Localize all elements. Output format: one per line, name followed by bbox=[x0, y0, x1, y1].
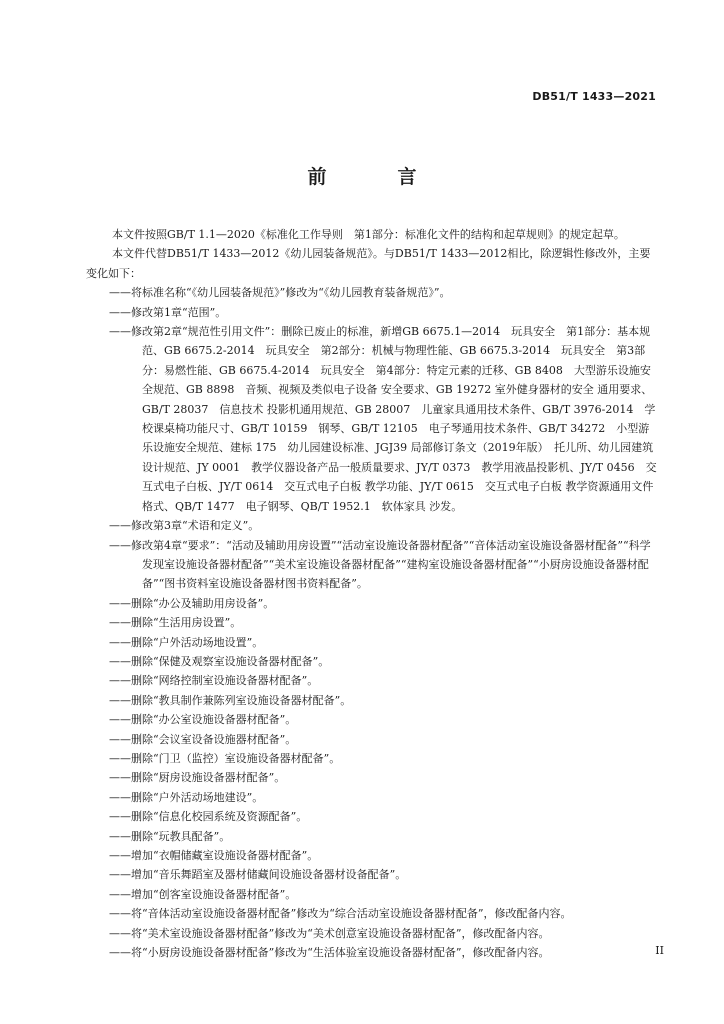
change-item: ——删除“户外活动场地建设”。 bbox=[109, 790, 264, 804]
change-item: ——删除“户外活动场地设置”。 bbox=[109, 635, 264, 649]
page-number: II bbox=[655, 944, 664, 957]
change-item: ——删除“生活用房设置”。 bbox=[109, 616, 242, 630]
change-item: ——增加“创客室设施设备器材配备”。 bbox=[109, 887, 297, 901]
change-item: ——将“小厨房设施设备器材配备”修改为“生活体验室设施设备器材配备”，修改配备内容。 bbox=[109, 946, 550, 960]
standard-code: DB51/T 1433—2021 bbox=[532, 90, 656, 103]
paragraph: 本文件按照GB/T 1.1—2020《标准化工作导则 第1部分：标准化文件的结构和起草规则》的规定起草。 bbox=[112, 228, 625, 241]
change-item: ——删除“会议室设备设施器材配备”。 bbox=[109, 732, 297, 746]
change-item: ——删除“网络控制室设施设备器材配备”。 bbox=[109, 674, 319, 688]
change-item: ——删除“门卫（监控）室设施设备器材配备”。 bbox=[109, 751, 341, 765]
change-item: ——删除“保健及观察室设施设备器材配备”。 bbox=[109, 654, 330, 668]
change-item: ——增加“衣帽储藏室设施设备器材配备”。 bbox=[109, 849, 319, 862]
change-item: ——将标准名称“《幼儿园装备规范》”修改为“《幼儿园教育装备规范》”。 bbox=[109, 286, 451, 300]
change-item: ——删除“办公室设施设备器材配备”。 bbox=[109, 713, 297, 727]
page-title: 前 言 bbox=[307, 166, 443, 188]
change-item: ——删除“信息化校园系统及资源配备”。 bbox=[109, 810, 308, 824]
change-item: ——修改第1章“范围”。 bbox=[109, 305, 227, 319]
change-item: ——将“音体活动室设施设备器材配备”修改为“综合活动室设施设备器材配备”，修改配备内容。 bbox=[109, 907, 572, 921]
change-item: ——删除“教具制作兼陈列室设施设备器材配备”。 bbox=[109, 693, 352, 707]
change-item: ——将“美术室设施设备器材配备”修改为“美术创意室设施设备器材配备”，修改配备内容。 bbox=[109, 926, 550, 940]
paragraph: 本文件代替DB51/T 1433—2012《幼儿园装备规范》。与DB51/T 1433—2012相比，除逻辑性修改外，主要变化如下： bbox=[86, 247, 651, 280]
change-item: ——修改第3章“术语和定义”。 bbox=[109, 519, 260, 533]
change-item: ——删除“办公及辅助用房设备”。 bbox=[109, 596, 275, 610]
document-body bbox=[86, 225, 658, 962]
change-item: ——修改第4章“要求”：“活动及辅助用房设置”“活动室设施设备器材配备”“音体活动室设施设备器材配备”“科学发现室设施设备器材配备”“美术室设施设备器材配备”“建构室设施设备器材配备”“小厨房设施设备器材配备”“图书资料室设施设备器材图书资料配备”。 bbox=[109, 538, 651, 591]
change-item: ——修改第2章“规范性引用文件”：删除已废止的标准，新增GB 6675.1—2014 玩具安全 第1部分：基本规范、GB 6675.2-2014 玩具安全 第2部分：机械与物理性能、GB 6675.3-2014 玩具安全 第3部分：易燃性能、GB 6675.4-2014 玩具安全 第4部分：特定元素的迁移、GB 8408 大型游乐设施安全规范、GB 8898 音频、视频及类似电子设备 安全要求、GB 19272 室外健身器材的安全 通用要求、GB/T 28037 信息技术 投影机通用规范、GB 28007 儿童家具通用技术条件、GB/T 3976-2014 学校课桌椅功能尺寸、GB/T 10159 钢琴、GB/T 12105 电子琴通用技术条件、GB/T 34272 小型游乐设施安全规范、建标 175 幼儿园建设标准、JGJ39 局部修订条文（2019年版） 托儿所、幼儿园建筑设计规范、JY 0001 教学仪器设备产品一般质量要求、JY/T 0373 教学用液晶投影机、JY/T 0456 交互式电子白板、JY/T 0614 交互式电子白板 教学功能、JY/T 0615 交互式电子白板 教学资源通用文件格式、QB/T 1477 电子钢琴、QB/T 1952.1 软体家具 沙发。 bbox=[109, 325, 657, 513]
change-item: ——增加“音乐舞蹈室及器材储藏间设施设备器材设备配备”。 bbox=[109, 868, 407, 882]
change-item: ——删除“玩教具配备”。 bbox=[109, 829, 231, 843]
change-item: ——删除“厨房设施设备器材配备”。 bbox=[109, 771, 286, 785]
